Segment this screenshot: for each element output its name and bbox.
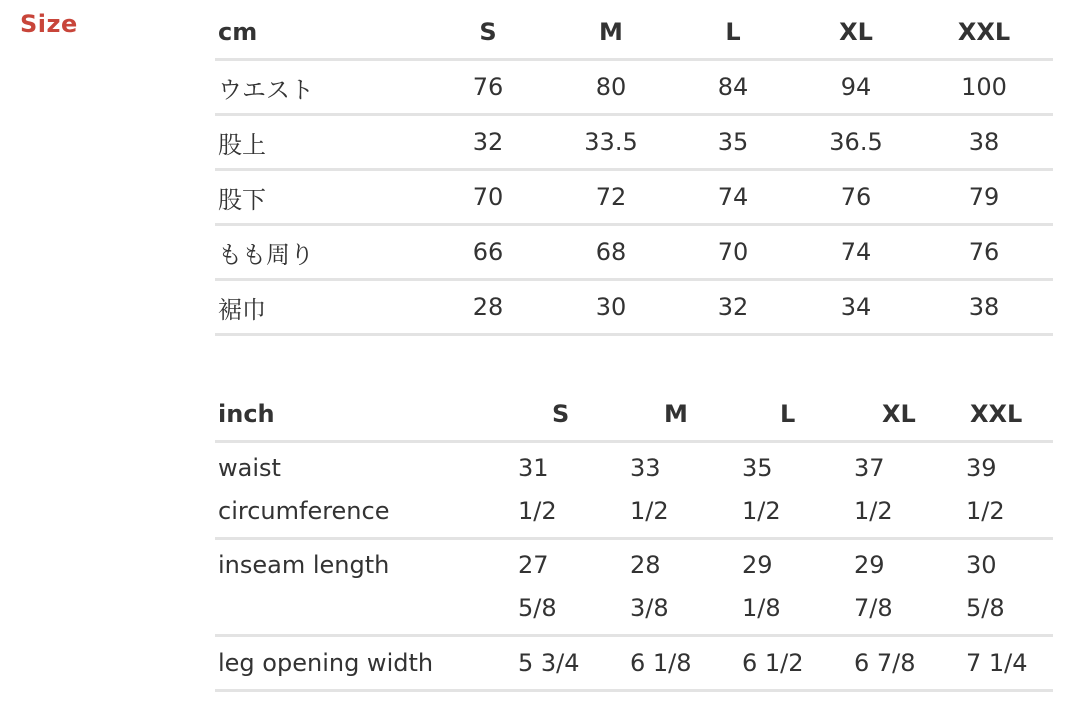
value-fraction: 1/2 (518, 497, 557, 525)
size-header: M (630, 388, 742, 442)
row-label-line: circumference (218, 497, 390, 525)
row-label: leg opening width (215, 636, 518, 691)
value-fraction: 5/8 (966, 594, 1005, 622)
cell-value: 74 (797, 225, 915, 280)
cell-value: 33.5 (553, 115, 669, 170)
value-fraction: 1/2 (630, 497, 669, 525)
table-row (215, 225, 1053, 280)
size-header: M (553, 6, 669, 60)
cell-value: 68 (553, 225, 669, 280)
value-whole: 35 (742, 454, 773, 482)
cell-value: 66 (423, 225, 553, 280)
size-header: L (669, 6, 797, 60)
row-label: ウエスト (215, 60, 423, 115)
row-label (215, 539, 518, 636)
cell-value (742, 442, 854, 539)
value-fraction: 1/8 (742, 594, 781, 622)
cell-value (630, 442, 742, 539)
cell-value: 84 (669, 60, 797, 115)
value-whole: 31 (518, 454, 549, 482)
cell-value: 32 (423, 115, 553, 170)
table-header-row (215, 6, 1053, 60)
size-header: XXL (966, 388, 1053, 442)
cell-value: 5 3/4 (518, 636, 630, 691)
size-header: S (518, 388, 630, 442)
row-label: 裾巾 (215, 280, 423, 335)
row-label-line (218, 587, 518, 630)
cell-value: 38 (915, 280, 1053, 335)
cell-value: 6 7/8 (854, 636, 966, 691)
cell-value: 74 (669, 170, 797, 225)
table-row (215, 636, 1053, 691)
cell-value: 94 (797, 60, 915, 115)
table-row (215, 115, 1053, 170)
cell-value (518, 539, 630, 636)
cell-value (966, 442, 1053, 539)
row-label: もも周り (215, 225, 423, 280)
row-label-line: inseam length (218, 551, 390, 579)
cell-value: 6 1/8 (630, 636, 742, 691)
size-header: S (423, 6, 553, 60)
size-title: Size (20, 10, 78, 38)
cell-value: 28 (423, 280, 553, 335)
value-whole: 37 (854, 454, 885, 482)
row-label: 股下 (215, 170, 423, 225)
cell-value: 30 (553, 280, 669, 335)
cell-value: 34 (797, 280, 915, 335)
cell-value: 36.5 (797, 115, 915, 170)
row-label (215, 442, 518, 539)
cell-value (630, 539, 742, 636)
cell-value: 6 1/2 (742, 636, 854, 691)
value-whole: 39 (966, 454, 997, 482)
value-fraction: 7/8 (854, 594, 893, 622)
cell-value (518, 442, 630, 539)
row-label-line: waist (218, 454, 281, 482)
cell-value: 76 (423, 60, 553, 115)
cell-value (742, 539, 854, 636)
size-header: XXL (915, 6, 1053, 60)
value-fraction: 1/2 (854, 497, 893, 525)
cell-value: 70 (669, 225, 797, 280)
cell-value: 76 (915, 225, 1053, 280)
table-header-row (215, 388, 1053, 442)
cell-value: 72 (553, 170, 669, 225)
cell-value (854, 442, 966, 539)
size-header: XL (854, 388, 966, 442)
row-label: 股上 (215, 115, 423, 170)
value-fraction: 5/8 (518, 594, 557, 622)
cell-value: 80 (553, 60, 669, 115)
value-whole: 29 (854, 551, 885, 579)
cell-value: 70 (423, 170, 553, 225)
cell-value: 79 (915, 170, 1053, 225)
inch-size-table (215, 388, 1053, 692)
size-header: L (742, 388, 854, 442)
table-row (215, 280, 1053, 335)
table-row (215, 539, 1053, 636)
value-fraction: 1/2 (742, 497, 781, 525)
table-row (215, 170, 1053, 225)
cell-value: 76 (797, 170, 915, 225)
value-whole: 28 (630, 551, 661, 579)
value-whole: 33 (630, 454, 661, 482)
value-whole: 29 (742, 551, 773, 579)
cm-size-table (215, 6, 1053, 336)
unit-header: inch (215, 388, 518, 442)
cell-value: 100 (915, 60, 1053, 115)
unit-header: cm (215, 6, 423, 60)
value-whole: 30 (966, 551, 997, 579)
cell-value: 7 1/4 (966, 636, 1053, 691)
cell-value (854, 539, 966, 636)
table-row (215, 60, 1053, 115)
table-row (215, 442, 1053, 539)
cell-value: 38 (915, 115, 1053, 170)
cell-value: 32 (669, 280, 797, 335)
value-fraction: 1/2 (966, 497, 1005, 525)
cell-value (966, 539, 1053, 636)
value-whole: 27 (518, 551, 549, 579)
cell-value: 35 (669, 115, 797, 170)
value-fraction: 3/8 (630, 594, 669, 622)
size-header: XL (797, 6, 915, 60)
